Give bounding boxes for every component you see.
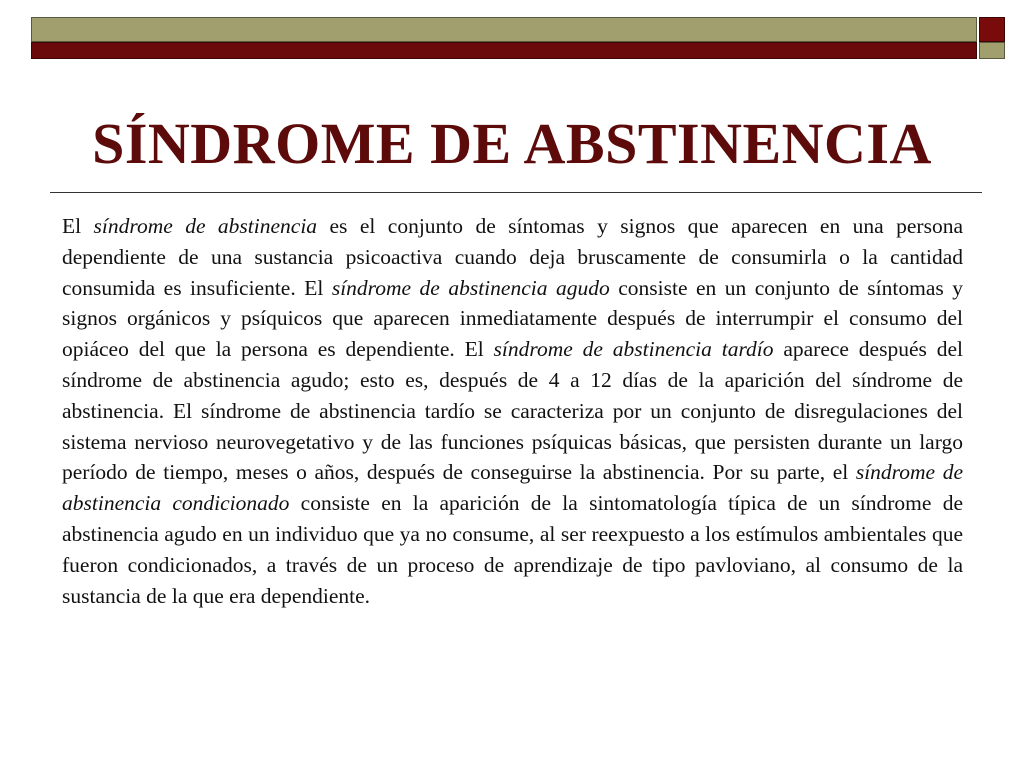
body-paragraph: [62, 211, 963, 611]
header-bar-maroon: [31, 42, 977, 59]
text-run-italic: síndrome de abstinencia tardío: [493, 337, 774, 362]
title-divider: [50, 192, 982, 193]
header-square-olive: [979, 42, 1005, 59]
text-run: El: [62, 214, 94, 238]
text-run: consiste en un conjunto de síntomas y signos orgánicos y psíquicos que aparecen inmediatamente después de interrumpir el consumo del opiáceo del que la persona es dependiente. El: [62, 275, 963, 362]
text-run-italic: síndrome de abstinencia: [93, 214, 318, 238]
text-run: es el conjunto de síntomas y signos que aparecen en una persona dependiente de una sustancia psicoactiva cuando deja bruscamente de consumirla o la cantidad consumida es insuficiente. El: [62, 214, 963, 300]
text-run: aparece después del síndrome de abstinencia agudo; esto es, después de 4 a 12 días de la aparición del síndrome de abstinencia. El síndrome de abstinencia tardío se caracteriza por un conjunto de disregulaciones del sistema nervioso neurovegetativo y de las funciones psíquicas básicas, que persisten durante un largo período de tiempo, meses o años, después de conseguirse la abstinencia. Por su parte, el: [62, 337, 963, 485]
header-square-maroon: [979, 17, 1005, 42]
text-run-italic: síndrome de abstinencia agudo: [331, 275, 610, 300]
slide-title: SÍNDROME DE ABSTINENCIA: [92, 111, 932, 176]
text-run: consiste en la aparición de la sintomatología típica de un síndrome de abstinencia agudo en un individuo que ya no consume, al ser reexpuesto a los estímulos ambientales que fueron condicionados, a través de un proceso de aprendizaje de tipo pavloviano, al consumo de la sustancia de la que era dependiente.: [62, 491, 963, 608]
header-bar-olive: [31, 17, 977, 42]
text-run-italic: síndrome de abstinencia condicionado: [62, 460, 963, 516]
